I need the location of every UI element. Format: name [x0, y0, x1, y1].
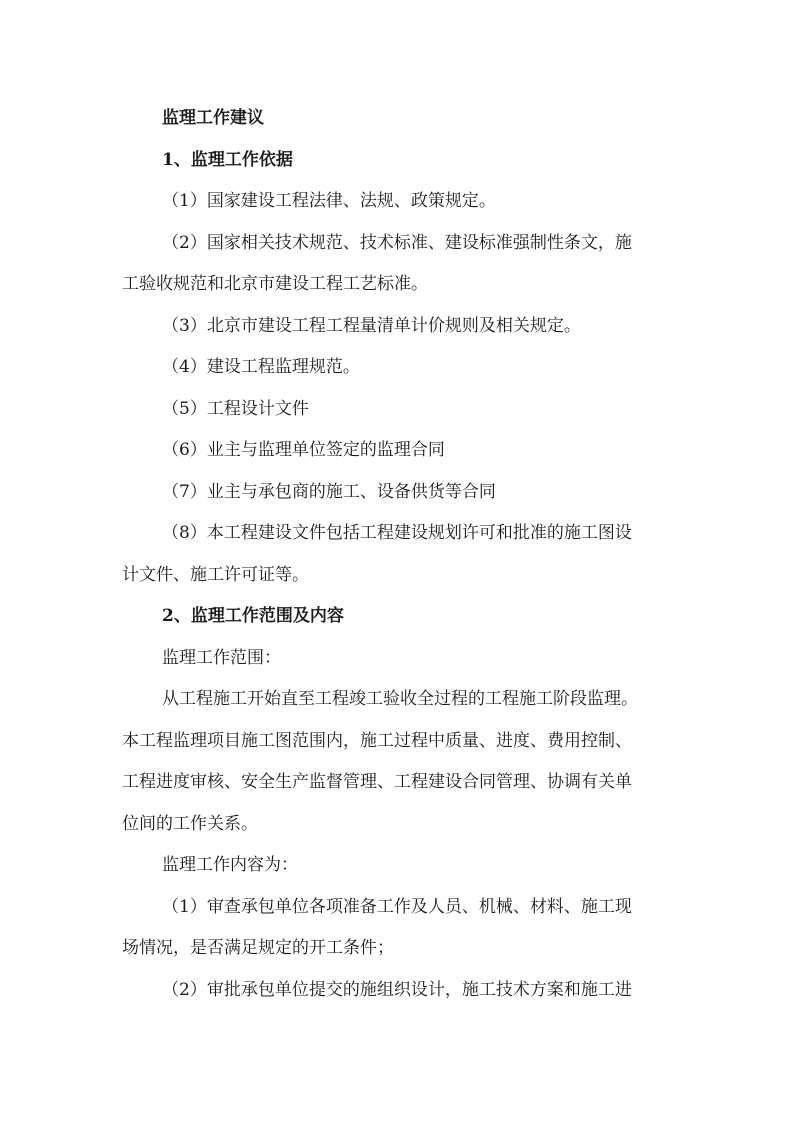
- section2-heading: 2、监理工作范围及内容: [162, 606, 344, 626]
- section1-item-2-cont: 工验收规范和北京市建设工程工艺标准。: [122, 274, 428, 294]
- section1-heading: 1、监理工作依据: [162, 149, 293, 170]
- section1-item-8-cont: 计文件、施工许可证等。: [122, 564, 309, 585]
- content-item-1-cont: 场情况，是否满足规定的开工条件；: [122, 938, 394, 958]
- document-body: [122, 98, 682, 1011]
- document-title: 监理工作建议: [162, 108, 264, 128]
- scope-line-4: 位间的工作关系。: [122, 813, 258, 834]
- content-item-2: （2）审批承包单位提交的施组织设计，施工技术方案和施工进: [162, 979, 632, 1000]
- content-item-1: （1）审查承包单位各项准备工作及人员、机械、材料、施工现: [162, 896, 632, 917]
- section1-item-5: （5）工程设计文件: [162, 398, 309, 419]
- section1-item-1: （1）国家建设工程法律、法规、政策规定。: [162, 191, 496, 211]
- section1-item-3: （3）北京市建设工程工程量清单计价规则及相关规定。: [162, 315, 581, 336]
- section1-item-6: （6）业主与监理单位签定的监理合同: [162, 440, 445, 460]
- section1-item-4: （4）建设工程监理规范。: [162, 357, 360, 377]
- content-label: 监理工作内容为：: [162, 855, 298, 875]
- section1-item-8: （8）本工程建设文件包括工程建设规划许可和批准的施工图设: [162, 523, 632, 543]
- section1-item-7: （7）业主与承包商的施工、设备供货等合同: [162, 481, 496, 502]
- scope-line-3: 工程进度审核、安全生产监督管理、工程建设合同管理、协调有关单: [122, 772, 632, 792]
- scope-line-2: 本工程监理项目施工图范围内，施工过程中质量、进度、费用控制、: [122, 730, 632, 751]
- scope-label: 监理工作范围：: [162, 647, 281, 668]
- scope-line-1: 从工程施工开始直至工程竣工验收全过程的工程施工阶段监理。: [162, 689, 638, 709]
- section1-item-2: （2）国家相关技术规范、技术标准、建设标准强制性条文，施: [162, 232, 632, 253]
